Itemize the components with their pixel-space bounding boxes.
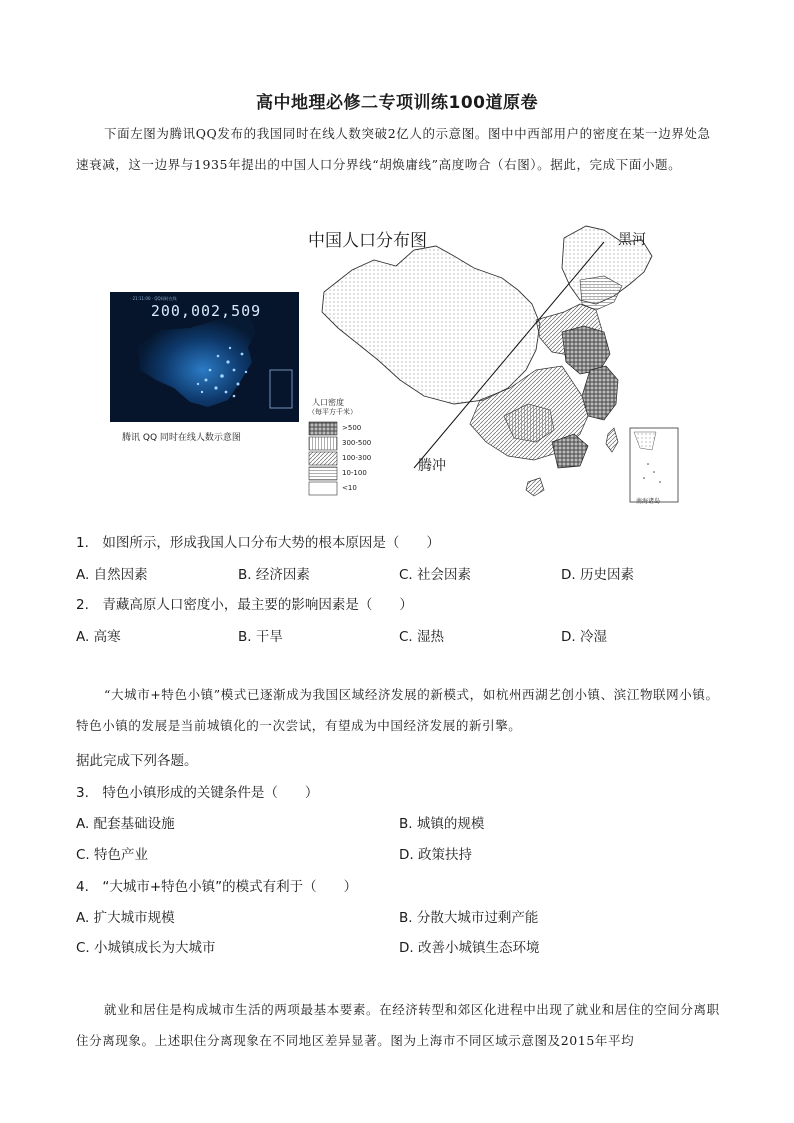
question-3-option-a[interactable]: A. 配套基础设施 — [76, 816, 175, 832]
question-3-option-b[interactable]: B. 城镇的规模 — [399, 816, 485, 832]
page-title: 高中地理必修二专项训练100道原卷 — [256, 93, 538, 113]
legend-item: 10-100 — [342, 469, 367, 477]
question-3-option-c[interactable]: C. 特色产业 — [76, 847, 149, 863]
question-3-option-d[interactable]: D. 政策扶持 — [399, 847, 472, 863]
question-4-option-c[interactable]: C. 小城镇成长为大城市 — [76, 940, 216, 956]
question-4-option-a[interactable]: A. 扩大城市规模 — [76, 910, 175, 926]
legend-item: 100-300 — [342, 454, 372, 462]
question-1-stem: 1. 如图所示，形成我国人口分布大势的根本原因是（ ） — [76, 535, 440, 551]
question-2-option-d[interactable]: D. 冷湿 — [561, 629, 607, 645]
legend-item: >500 — [342, 424, 362, 432]
map-title: 中国人口分布图 — [308, 231, 427, 251]
question-2-stem: 2. 青藏高原人口密度小，最主要的影响因素是（ ） — [76, 597, 413, 613]
map-legend — [308, 395, 388, 499]
legend-title: 人口密度 — [312, 398, 344, 407]
qq-image-caption: 腾讯 QQ 同时在线人数示意图 — [122, 433, 241, 443]
question-1-option-c[interactable]: C. 社会因素 — [399, 567, 472, 583]
intro-paragraph-2-tail: 据此完成下列各题。 — [76, 753, 198, 769]
question-1-option-d[interactable]: D. 历史因素 — [561, 567, 634, 583]
question-1-option-a[interactable]: A. 自然因素 — [76, 567, 148, 583]
question-1-option-b[interactable]: B. 经济因素 — [238, 567, 310, 583]
legend-item: <10 — [342, 484, 357, 492]
question-4-stem: 4. “大城市+特色小镇”的模式有利于（ ） — [76, 879, 358, 895]
intro-paragraph-1: 下面左图为腾讯QQ发布的我国同时在线人数突破2亿人的示意图。图中中西部用户的密度在某一边界处急速衰减，这一边界与1935年提出的中国人口分界线“胡焕庸线”高度吻合（右图）。据此，完成下面小题。 — [76, 126, 711, 172]
question-2-option-a[interactable]: A. 高寒 — [76, 629, 121, 645]
label-tengchong: 腾冲 — [418, 458, 446, 474]
intro-paragraph-3: 就业和居住是构成城市生活的两项最基本要素。在经济转型和郊区化进程中出现了就业和居住的空间分离职住分离现象。上述职住分离现象在不同地区差异显著。图为上海市不同区域示意图及2015年平均 — [76, 1002, 720, 1048]
inset-label: 南海诸岛 — [636, 498, 661, 505]
qq-counter: 200,002,509 — [150, 302, 262, 320]
question-2-option-b[interactable]: B. 干旱 — [238, 629, 283, 645]
question-3-stem: 3. 特色小镇形成的关键条件是（ ） — [76, 785, 319, 801]
intro-paragraph-2: “大城市+特色小镇”模式已逐渐成为我国区域经济发展的新模式，如杭州西湖艺创小镇、滨江物联网小镇。特色小镇的发展是当前城镇化的一次尝试，有望成为中国经济发展的新引擎。 — [76, 687, 719, 733]
legend-unit: （每平方千米） — [308, 408, 357, 416]
question-4-option-d[interactable]: D. 改善小城镇生态环境 — [399, 940, 540, 956]
question-2-option-c[interactable]: C. 湿热 — [399, 629, 445, 645]
label-heihe: 黑河 — [618, 232, 646, 248]
question-4-option-b[interactable]: B. 分散大城市过剩产能 — [399, 910, 539, 926]
legend-item: 300-500 — [342, 439, 372, 447]
svg-text:· 21:11:00 · QQ同时在线: · 21:11:00 · QQ同时在线 — [130, 296, 177, 301]
